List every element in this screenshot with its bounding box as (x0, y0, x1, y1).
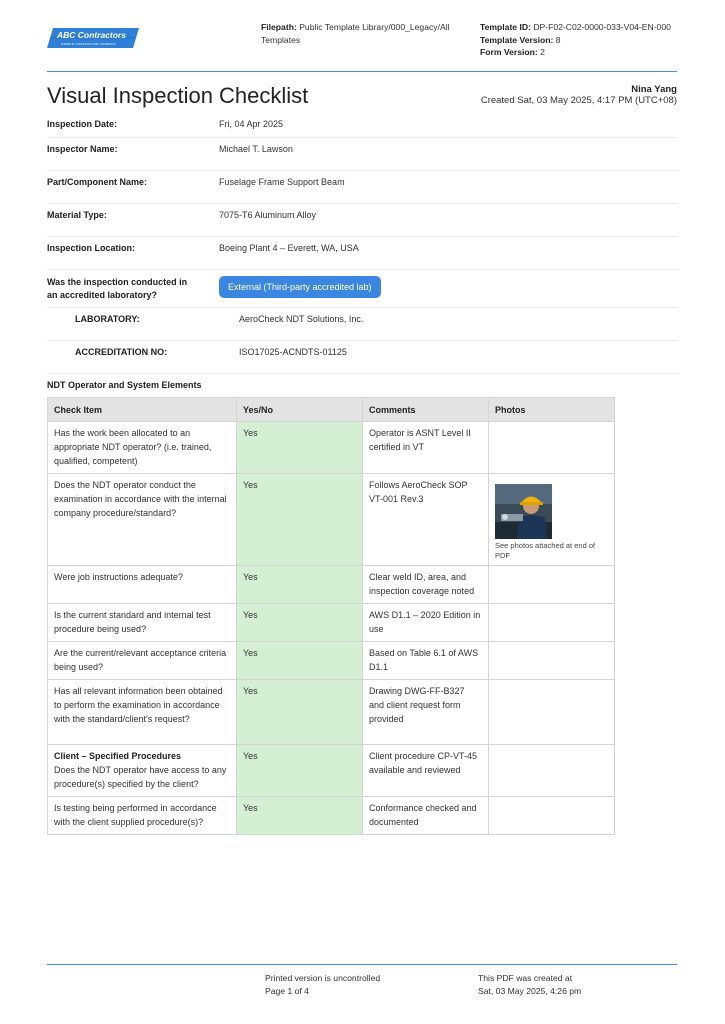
check-item: Does the NDT operator conduct the examination in accordance with the internal company procedure/standard? (48, 474, 237, 566)
template-version-value: 8 (555, 34, 561, 45)
field-component-name (47, 171, 677, 204)
company-logo (47, 27, 139, 49)
answer-cell[interactable]: Yes (237, 797, 363, 835)
filepath-block (261, 21, 461, 46)
template-version-label: Template Version: (480, 34, 554, 45)
field-inspection-location (47, 237, 677, 270)
field-value: Boeing Plant 4 – Everett, WA, USA (219, 243, 359, 253)
answer-cell[interactable]: Yes (237, 642, 363, 680)
column-header-check-item: Check Item (48, 398, 237, 422)
check-item-heading: Client – Specified Procedures (54, 751, 182, 761)
field-label: ACCREDITATION NO: (75, 347, 168, 357)
field-label: Inspection Location: (47, 243, 136, 253)
form-version-label: Form Version: (480, 47, 538, 57)
page-title: Visual Inspection Checklist (47, 83, 309, 108)
template-id-label: Template ID: (480, 22, 531, 32)
field-value: Fri, 04 Apr 2025 (219, 119, 284, 129)
field-label-line2: an accredited laboratory? (47, 290, 158, 300)
photo-cell (489, 680, 615, 745)
field-inspection-date (47, 113, 677, 138)
filepath-label: Filepath: (261, 22, 297, 32)
created-timestamp: Created Sat, 03 May 2025, 4:17 PM (UTC+08) (480, 95, 677, 106)
filepath-value: Public Template Library/000_Legacy/All Templates (261, 22, 450, 45)
uncontrolled-notice: Printed version is uncontrolled (265, 973, 381, 983)
photo-cell (489, 422, 615, 474)
page-number: Page 1 of 4 (265, 985, 309, 996)
comment-cell: Clear weld ID, area, and inspection coverage noted (363, 566, 489, 604)
form-version-value: 2 (540, 47, 545, 57)
check-item: Is testing being performed in accordance with the client supplied procedure(s)? (48, 797, 237, 835)
check-item-text: Does the NDT operator have access to any procedure(s) specified by the client? (54, 765, 227, 789)
check-item: Has all relevant information been obtained to perform the examination in accordance with the standard/client's request? (48, 680, 237, 745)
table-row (48, 680, 615, 745)
photo-cell (489, 604, 615, 642)
check-item: Were job instructions adequate? (48, 566, 237, 604)
comment-cell: Drawing DWG-FF-B327 and client request form provided (363, 680, 489, 745)
table-row (48, 474, 615, 566)
field-label: Inspector Name: (47, 144, 118, 154)
table-row (48, 604, 615, 642)
table-row (48, 422, 615, 474)
answer-cell[interactable]: Yes (237, 566, 363, 604)
check-item: Are the current/relevant acceptance criteria being used? (48, 642, 237, 680)
answer-cell[interactable]: Yes (237, 422, 363, 474)
checklist-table (47, 397, 615, 835)
field-label: Inspection Date: (47, 119, 118, 129)
field-label: Material Type: (47, 210, 107, 220)
table-row (48, 642, 615, 680)
field-label: Part/Component Name: (47, 177, 148, 187)
field-value: Michael T. Lawson (219, 144, 293, 154)
pdf-created-label: This PDF was created at (478, 973, 573, 983)
comment-cell: Follows AeroCheck SOP VT-001 Rev.3 (363, 474, 489, 566)
column-header-photos: Photos (489, 398, 615, 422)
check-item: Is the current standard and internal test procedure being used? (48, 604, 237, 642)
photo-cell (489, 797, 615, 835)
table-row (48, 797, 615, 835)
comment-cell: AWS D1.1 – 2020 Edition in use (363, 604, 489, 642)
photo-cell (489, 474, 615, 566)
answer-cell[interactable]: Yes (237, 745, 363, 797)
comment-cell: Client procedure CP-VT-45 available and reviewed (363, 745, 489, 797)
section-title: NDT Operator and System Elements (47, 380, 202, 390)
answer-cell[interactable]: Yes (237, 474, 363, 566)
field-value: Fuselage Frame Support Beam (219, 177, 345, 187)
photo-cell (489, 566, 615, 604)
field-laboratory (47, 308, 677, 341)
field-label-line1: Was the inspection conducted in (47, 277, 188, 287)
photo-caption: See photos attached at end of PDF (495, 541, 596, 560)
table-row (48, 566, 615, 604)
footer-print-info (265, 972, 380, 997)
field-material-type (47, 204, 677, 237)
column-header-comments: Comments (363, 398, 489, 422)
photo-cell (489, 642, 615, 680)
check-item: Has the work been allocated to an appropriate NDT operator? (i.e. trained, qualified, competent) (48, 422, 237, 474)
field-label (47, 276, 187, 302)
comment-cell: Operator is ASNT Level II certified in VT (363, 422, 489, 474)
field-inspector-name (47, 138, 677, 171)
author-name: Nina Yang (631, 84, 677, 95)
header-divider (47, 71, 677, 72)
photo-cell (489, 745, 615, 797)
logo-name: ABC Contractors (57, 30, 126, 40)
logo-tagline: SAMPLE CONTRACTOR COMPANY (61, 42, 116, 46)
answer-cell[interactable]: Yes (237, 680, 363, 745)
footer-created-info (478, 972, 581, 997)
table-header-row (48, 398, 615, 422)
check-item (48, 745, 237, 797)
template-meta (480, 21, 685, 59)
field-value: 7075-T6 Aluminum Alloy (219, 210, 317, 220)
column-header-yes-no: Yes/No (237, 398, 363, 422)
field-label: LABORATORY: (75, 314, 140, 324)
field-value: ISO17025-ACNDTS-01125 (239, 347, 347, 357)
comment-cell: Conformance checked and documented (363, 797, 489, 835)
accredited-answer-pill[interactable]: External (Third-party accredited lab) (219, 276, 381, 298)
comment-cell: Based on Table 6.1 of AWS D1.1 (363, 642, 489, 680)
inspector-photo-thumbnail[interactable] (495, 484, 552, 539)
field-accredited-lab (47, 270, 677, 308)
answer-cell[interactable]: Yes (237, 604, 363, 642)
field-value: AeroCheck NDT Solutions, Inc. (239, 314, 364, 324)
pdf-created-timestamp: Sat, 03 May 2025, 4:26 pm (478, 985, 582, 996)
footer-divider (47, 964, 677, 965)
field-accreditation-no (47, 341, 677, 374)
table-row (48, 745, 615, 797)
template-id-value: DP-F02-C02-0000-033-V04-EN-000 (533, 22, 671, 32)
